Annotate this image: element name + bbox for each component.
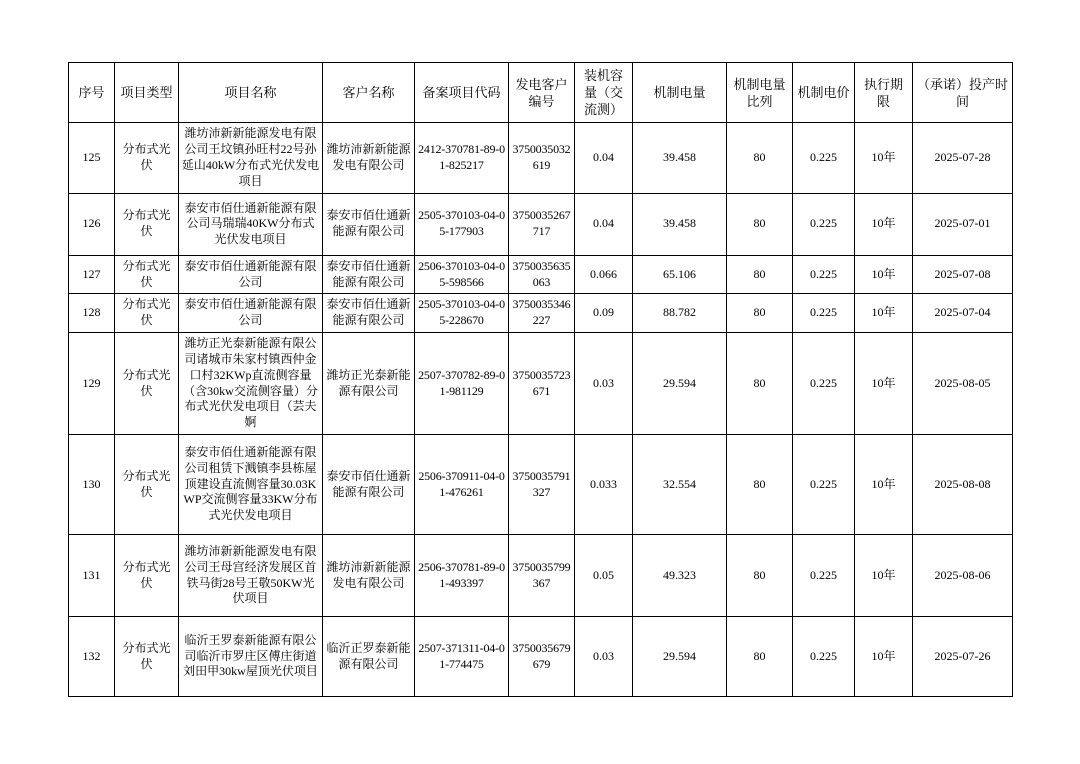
cell-project-name: 临沂王罗泰新能源有限公司临沂市罗庄区傅庄街道刘田甲30kw屋顶光伏项目 [179,617,323,697]
cell-seq: 130 [69,435,115,535]
cell-capacity: 0.04 [575,193,633,255]
cell-project-type: 分布式光伏 [115,435,179,535]
cell-customer-no: 3750035635063 [509,255,575,294]
column-header-mech-price: 机制电价 [793,63,855,123]
cell-mech-price: 0.225 [793,123,855,193]
cell-capacity: 0.04 [575,123,633,193]
cell-commission-date: 2025-07-04 [913,294,1013,333]
cell-mech-price: 0.225 [793,535,855,617]
cell-mech-price: 0.225 [793,294,855,333]
cell-term: 10年 [855,193,913,255]
cell-customer-name: 泰安市佰仕通新能源有限公司 [323,435,415,535]
cell-project-name: 潍坊沛新新能源发电有限公司王母宫经济发展区首铁马街28号王敬50KW光伏项目 [179,535,323,617]
cell-commission-date: 2025-07-26 [913,617,1013,697]
cell-term: 10年 [855,617,913,697]
cell-mech-power: 29.594 [633,333,727,435]
cell-project-type: 分布式光伏 [115,333,179,435]
table-row [69,294,1013,333]
cell-mech-price: 0.225 [793,333,855,435]
cell-customer-name: 潍坊沛新新能源发电有限公司 [323,123,415,193]
cell-commission-date: 2025-08-06 [913,535,1013,617]
cell-seq: 131 [69,535,115,617]
table-header [69,63,1013,123]
cell-project-type: 分布式光伏 [115,617,179,697]
cell-customer-no: 3750035267717 [509,193,575,255]
cell-project-type: 分布式光伏 [115,294,179,333]
cell-record-code: 2507-371311-04-01-774475 [415,617,509,697]
cell-customer-name: 临沂正罗泰新能源有限公司 [323,617,415,697]
cell-mech-ratio: 80 [727,617,793,697]
cell-mech-ratio: 80 [727,333,793,435]
column-header-project-name: 项目名称 [179,63,323,123]
cell-record-code: 2507-370782-89-01-981129 [415,333,509,435]
cell-term: 10年 [855,123,913,193]
cell-term: 10年 [855,294,913,333]
cell-record-code: 2506-370781-89-01-493397 [415,535,509,617]
column-header-customer-no: 发电客户编号 [509,63,575,123]
table-row [69,255,1013,294]
cell-mech-price: 0.225 [793,435,855,535]
cell-customer-name: 潍坊沛新新能源发电有限公司 [323,535,415,617]
cell-customer-no: 3750035679679 [509,617,575,697]
cell-customer-no: 3750035791327 [509,435,575,535]
cell-customer-no: 3750035723671 [509,333,575,435]
project-table-container [68,62,1012,697]
table-row [69,333,1013,435]
column-header-capacity: 装机容量（交流测） [575,63,633,123]
cell-capacity: 0.05 [575,535,633,617]
cell-customer-name: 泰安市佰仕通新能源有限公司 [323,193,415,255]
cell-mech-price: 0.225 [793,255,855,294]
cell-record-code: 2412-370781-89-01-825217 [415,123,509,193]
cell-customer-no: 3750035799367 [509,535,575,617]
cell-mech-ratio: 80 [727,255,793,294]
cell-mech-power: 88.782 [633,294,727,333]
cell-seq: 132 [69,617,115,697]
cell-project-type: 分布式光伏 [115,123,179,193]
cell-project-name: 潍坊正光泰新能源有限公司诸城市朱家村镇西仲金口村32KWp直流侧容量（含30kw交流侧容量）分布式光伏发电项目（芸夫婀 [179,333,323,435]
cell-mech-power: 29.594 [633,617,727,697]
cell-term: 10年 [855,333,913,435]
cell-capacity: 0.03 [575,333,633,435]
cell-mech-power: 39.458 [633,193,727,255]
table-row [69,123,1013,193]
cell-seq: 125 [69,123,115,193]
cell-customer-no: 3750035346227 [509,294,575,333]
table-header-row [69,63,1013,123]
cell-commission-date: 2025-07-28 [913,123,1013,193]
cell-mech-power: 32.554 [633,435,727,535]
cell-mech-ratio: 80 [727,535,793,617]
cell-seq: 127 [69,255,115,294]
cell-mech-ratio: 80 [727,123,793,193]
column-header-customer-name: 客户名称 [323,63,415,123]
table-row [69,435,1013,535]
cell-seq: 128 [69,294,115,333]
column-header-record-code: 备案项目代码 [415,63,509,123]
table-row [69,193,1013,255]
column-header-seq: 序号 [69,63,115,123]
table-row [69,617,1013,697]
cell-mech-power: 49.323 [633,535,727,617]
column-header-term: 执行期限 [855,63,913,123]
cell-project-type: 分布式光伏 [115,255,179,294]
cell-customer-name: 泰安市佰仕通新能源有限公司 [323,255,415,294]
cell-capacity: 0.03 [575,617,633,697]
cell-project-name: 泰安市佰仕通新能源有限公司 [179,294,323,333]
cell-project-name: 泰安市佰仕通新能源有限公司马瑞瑞40KW分布式光伏发电项目 [179,193,323,255]
cell-record-code: 2506-370103-04-05-598566 [415,255,509,294]
column-header-project-type: 项目类型 [115,63,179,123]
cell-mech-price: 0.225 [793,617,855,697]
cell-term: 10年 [855,255,913,294]
cell-commission-date: 2025-08-08 [913,435,1013,535]
cell-customer-name: 潍坊正光泰新能源有限公司 [323,333,415,435]
cell-record-code: 2506-370911-04-01-476261 [415,435,509,535]
cell-customer-name: 泰安市佰仕通新能源有限公司 [323,294,415,333]
cell-seq: 126 [69,193,115,255]
cell-term: 10年 [855,535,913,617]
column-header-mech-ratio: 机制电量比列 [727,63,793,123]
cell-capacity: 0.066 [575,255,633,294]
cell-mech-power: 39.458 [633,123,727,193]
cell-seq: 129 [69,333,115,435]
cell-capacity: 0.09 [575,294,633,333]
cell-commission-date: 2025-07-08 [913,255,1013,294]
cell-record-code: 2505-370103-04-05-228670 [415,294,509,333]
table-row [69,535,1013,617]
cell-project-type: 分布式光伏 [115,535,179,617]
column-header-mech-power: 机制电量 [633,63,727,123]
cell-customer-no: 3750035032619 [509,123,575,193]
cell-project-name: 潍坊沛新新能源发电有限公司王坟镇孙旺村22号孙延山40kW分布式光伏发电项目 [179,123,323,193]
cell-mech-price: 0.225 [793,193,855,255]
cell-mech-ratio: 80 [727,294,793,333]
cell-mech-ratio: 80 [727,435,793,535]
column-header-commission-date: （承诺）投产时间 [913,63,1013,123]
cell-mech-ratio: 80 [727,193,793,255]
table-body [69,123,1013,697]
project-table [68,62,1013,697]
cell-capacity: 0.033 [575,435,633,535]
cell-commission-date: 2025-07-01 [913,193,1013,255]
cell-commission-date: 2025-08-05 [913,333,1013,435]
cell-project-name: 泰安市佰仕通新能源有限公司 [179,255,323,294]
cell-record-code: 2505-370103-04-05-177903 [415,193,509,255]
cell-project-type: 分布式光伏 [115,193,179,255]
cell-term: 10年 [855,435,913,535]
cell-project-name: 泰安市佰仕通新能源有限公司租赁下溅镇李县栋屋顶建设直流侧容量30.03KWP交流侧容量33KW分布式光伏发电项目 [179,435,323,535]
cell-mech-power: 65.106 [633,255,727,294]
